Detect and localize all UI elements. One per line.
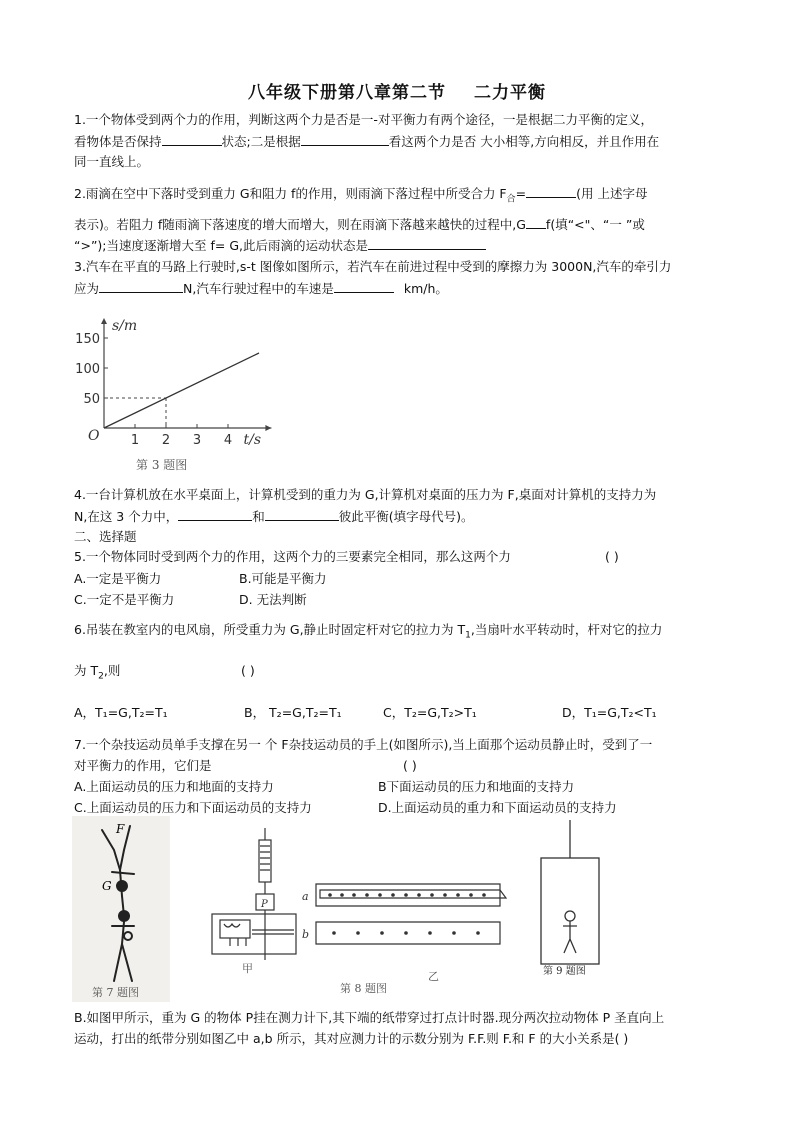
q5-stem: 5.一个物体同时受到两个力的作用，这两个力的三要素完全相同，那么这两个力 — [74, 549, 511, 564]
q5-option-d[interactable]: D. 无法判断 — [239, 592, 307, 607]
x-axis-label: t/s — [243, 432, 262, 448]
spring-scale-timer-icon — [190, 820, 530, 1002]
q2-line3: “>”);当速度逐渐增大至 f= G,此后雨滴的运动状态是 — [74, 236, 486, 255]
q6-line2: 为 $T_2$,则 — [74, 663, 121, 682]
q4-line2: N,在这 3 个力中， 和 彼此平衡(填字母代号)。 — [74, 509, 474, 524]
q3-line2: 应为 N,汽车行驶过程中的车速是 km/h。 — [74, 281, 448, 296]
fig7-label-g: G — [102, 879, 112, 893]
title-part2: 二力平衡 — [474, 83, 546, 103]
q7-option-a[interactable]: A.上面运动员的压力和地面的支持力 — [74, 779, 274, 794]
q8-line1: B.如图甲所示，重为 G 的物体 P挂在测力计下,其下端的纸带穿过打点计时器.现分两次拉动物体 P 圣直向上 — [74, 1010, 665, 1025]
answer-blank[interactable] — [178, 507, 252, 521]
q7-line1: 7.一个杂技运动员单手支撑在另一 个 F杂技运动员的手上(如图所示),当上面那个运动员静止时，受到了一 — [74, 737, 653, 752]
fig7-acrobats-figure — [72, 816, 170, 1002]
q6-option-c[interactable]: C，T₂=G,T₂>T₁ — [383, 705, 477, 720]
fig8-label-jia: 甲 — [242, 962, 253, 975]
q2-line1: 2.雨滴在空中下落时受到重力 G和阻力 f的作用，则雨滴下落过程中所受合力 $F_合=$ (用 上述字母 — [74, 186, 648, 205]
q4-line1: 4.一台计算机放在水平桌面上，计算机受到的重力为 G,计算机对桌面的压力为 F,桌面对计算机的支持力为 — [74, 487, 657, 502]
x-tick-label: 2 — [161, 433, 171, 448]
q1-line2: 看物体是否保持 状态;二是根据 看这两个力是否 大小相等,方向相反，并且作用在 — [74, 134, 660, 149]
fig8-figure — [190, 820, 530, 1002]
x-tick-label: 3 — [192, 433, 202, 448]
y-axis-arrow — [101, 318, 107, 324]
q8-line2: 运动，打出的纸带分别如图乙中 a,b 所示，其对应测力计的示数分别为 F.F.则 F.和 F 的大小关系是( ) — [74, 1031, 629, 1046]
x-tick-label: 1 — [130, 433, 140, 448]
q7-line2: 对平衡力的作用，它们是 — [74, 758, 212, 773]
q6-line1: 6.吊装在教室内的电风扇，所受重力为 G,静止时固定杆对它的拉力为 $T_1$,当扇叶水平转动时，杆对它的拉力 — [74, 622, 663, 641]
answer-blank[interactable] — [526, 215, 546, 229]
q7-answer-paren[interactable]: ( ) — [403, 758, 417, 773]
answer-blank[interactable] — [334, 279, 394, 293]
q7-option-d[interactable]: D.上面运动员的重力和下面运动员的支持力 — [378, 800, 617, 815]
q7-option-b[interactable]: B下面运动员的压力和地面的支持力 — [378, 779, 575, 794]
answer-blank[interactable] — [265, 507, 339, 521]
q5-answer-paren[interactable]: ( ) — [605, 549, 619, 564]
title-part1: 八年级下册第八章第二节 — [248, 83, 446, 103]
answer-blank[interactable] — [368, 236, 486, 250]
fig3-caption: 第 3 题图 — [136, 458, 188, 472]
q3-line1: 3.汽车在平直的马路上行驶时,s-t 图像如图所示，若汽车在前进过程中受到的摩擦力为 3000N,汽车的牵引力 — [74, 259, 672, 274]
y-tick-label: 100 — [75, 362, 100, 377]
tape-a-dots — [328, 893, 486, 897]
q7-option-c[interactable]: C.上面运动员的压力和下面运动员的支持力 — [74, 800, 312, 815]
answer-blank[interactable] — [301, 132, 389, 146]
fig7-caption: 第 7 题图 — [92, 986, 139, 999]
q5-option-c[interactable]: C.一定不是平衡力 — [74, 592, 175, 607]
answer-blank[interactable] — [526, 184, 576, 198]
q1-line3: 同一直线上。 — [74, 154, 150, 169]
answer-blank[interactable] — [99, 279, 183, 293]
q6-option-b[interactable]: B， T₂=G,T₂=T₁ — [244, 705, 342, 720]
answer-blank[interactable] — [162, 132, 222, 146]
st-graph-chart — [75, 302, 293, 482]
origin-label: O — [88, 428, 100, 444]
q5-option-b[interactable]: B.可能是平衡力 — [239, 571, 327, 586]
q6-option-a[interactable]: A，T₁=G,T₂=T₁ — [74, 705, 168, 720]
page-title — [0, 78, 794, 103]
fig8-label-b: b — [302, 928, 310, 941]
q5-option-a[interactable]: A.一定是平衡力 — [74, 571, 162, 586]
acrobats-icon — [72, 816, 170, 1002]
x-tick-label: 4 — [223, 433, 233, 448]
q6-answer-paren[interactable]: ( ) — [241, 663, 255, 678]
fig8-label-yi: 乙 — [428, 970, 439, 983]
fig8-label-a: a — [302, 890, 309, 903]
q6-option-d[interactable]: D，T₁=G,T₂<T₁ — [562, 705, 657, 720]
x-axis-arrow — [265, 425, 271, 431]
fig9-caption: 第 9 题图 — [543, 966, 586, 977]
elevator-icon — [533, 820, 608, 980]
y-tick-label: 50 — [83, 392, 100, 407]
tape-b-dots — [332, 931, 480, 935]
fig8-caption: 第 8 题图 — [340, 982, 387, 995]
fig8-label-p: P — [261, 899, 268, 910]
y-axis-label: s/m — [112, 318, 138, 334]
q2-line2: 表示)。若阻力 f随雨滴下落速度的增大而增大，则在雨滴下落越来越快的过程中,G f(填“<"、“一 ”或 — [74, 217, 645, 232]
y-tick-label: 150 — [75, 332, 100, 347]
series-line — [104, 353, 259, 428]
q1-line1: 1.一个物体受到两个力的作用，判断这两个力是否是一-对平衡力有两个途径，一是根据二力平衡的定义， — [74, 112, 653, 127]
fig9-figure — [533, 820, 608, 980]
fig7-label-f: F — [116, 822, 125, 836]
section-heading: 二、选择题 — [74, 529, 137, 544]
